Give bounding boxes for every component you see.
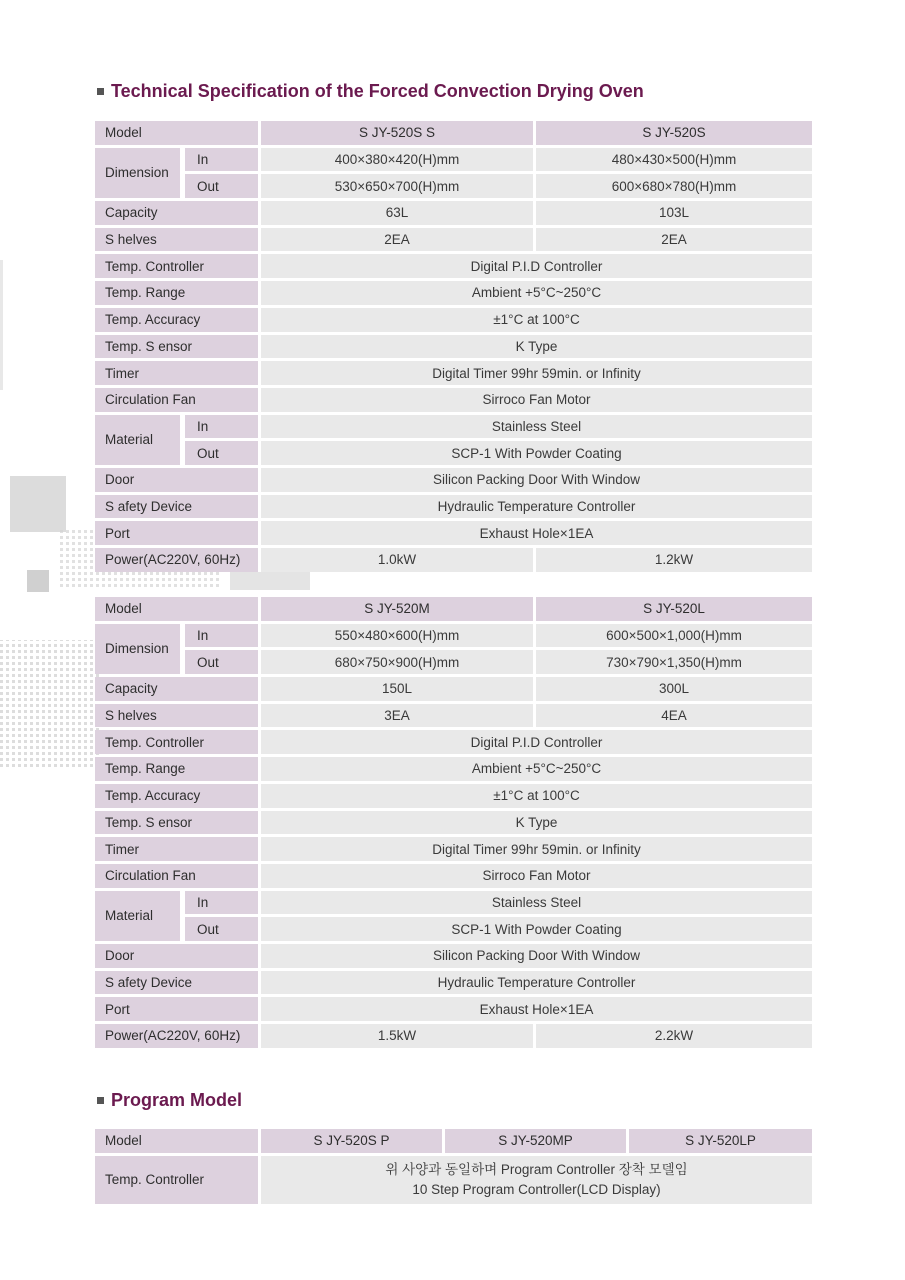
table-cell: SCP-1 With Powder Coating	[261, 441, 812, 465]
row-label: Model	[95, 121, 261, 145]
table-cell: 400×380×420(H)mm	[261, 148, 536, 172]
row-label: Dimension	[95, 148, 183, 198]
row-label: S afety Device	[95, 971, 261, 995]
row-sublabel: In	[183, 148, 261, 172]
table-cell: Exhaust Hole×1EA	[261, 521, 812, 545]
table-row	[95, 308, 812, 332]
row-label: Temp. S ensor	[95, 811, 261, 835]
row-label: Port	[95, 521, 261, 545]
row-label: Dimension	[95, 624, 183, 674]
row-label: Material	[95, 415, 183, 465]
spec-table-2	[95, 594, 812, 1051]
row-label: Temp. Accuracy	[95, 308, 261, 332]
table-cell: 600×680×780(H)mm	[536, 174, 812, 198]
table-row	[95, 624, 812, 648]
table-cell: 3EA	[261, 704, 536, 728]
table-row	[95, 757, 812, 781]
model-header: S JY-520S	[536, 121, 812, 145]
table-row	[95, 415, 812, 439]
table-row	[95, 917, 812, 941]
program-title: Program Model	[97, 1090, 242, 1111]
table-row	[95, 281, 812, 305]
table-cell	[261, 1156, 812, 1204]
model-header: S JY-520S S	[261, 121, 536, 145]
table-row	[95, 730, 812, 754]
model-header: S JY-520LP	[629, 1129, 812, 1153]
table-cell: ±1°C at 100°C	[261, 784, 812, 808]
row-label: Door	[95, 468, 261, 492]
table-cell: Digital Timer 99hr 59min. or Infinity	[261, 361, 812, 385]
table-row	[95, 388, 812, 412]
table-row	[95, 361, 812, 385]
table-row	[95, 891, 812, 915]
row-label: Capacity	[95, 677, 261, 701]
table-row	[95, 548, 812, 572]
table-row	[95, 597, 812, 621]
row-label: Circulation Fan	[95, 864, 261, 888]
table-row	[95, 148, 812, 172]
table-row	[95, 1129, 812, 1153]
table-cell: 530×650×700(H)mm	[261, 174, 536, 198]
table-cell: 730×790×1,350(H)mm	[536, 650, 812, 674]
table-cell: K Type	[261, 335, 812, 359]
table-row	[95, 468, 812, 492]
row-label: Port	[95, 997, 261, 1021]
table-cell: 550×480×600(H)mm	[261, 624, 536, 648]
table-row	[95, 997, 812, 1021]
table-row	[95, 228, 812, 252]
row-label: Temp. Controller	[95, 254, 261, 278]
table-row	[95, 201, 812, 225]
table-cell: Silicon Packing Door With Window	[261, 468, 812, 492]
table-cell: 480×430×500(H)mm	[536, 148, 812, 172]
table-cell: 300L	[536, 677, 812, 701]
table-cell: Ambient +5°C~250°C	[261, 281, 812, 305]
row-label: Temp. Controller	[95, 730, 261, 754]
table-cell: 1.0kW	[261, 548, 536, 572]
table-cell: Sirroco Fan Motor	[261, 864, 812, 888]
row-label: Circulation Fan	[95, 388, 261, 412]
spec-table-1	[95, 118, 812, 575]
program-note-line: 10 Step Program Controller(LCD Display)	[412, 1181, 661, 1197]
table-cell: 600×500×1,000(H)mm	[536, 624, 812, 648]
row-label: Capacity	[95, 201, 261, 225]
table-row	[95, 1024, 812, 1048]
table-row	[95, 784, 812, 808]
table-row	[95, 650, 812, 674]
table-row	[95, 864, 812, 888]
row-sublabel: Out	[183, 650, 261, 674]
row-sublabel: In	[183, 415, 261, 439]
row-label: Power(AC220V, 60Hz)	[95, 548, 261, 572]
row-label: Temp. Range	[95, 281, 261, 305]
table-row	[95, 944, 812, 968]
table-cell: K Type	[261, 811, 812, 835]
row-sublabel: In	[183, 891, 261, 915]
table-cell: Digital Timer 99hr 59min. or Infinity	[261, 837, 812, 861]
row-label: Timer	[95, 837, 261, 861]
table-cell: SCP-1 With Powder Coating	[261, 917, 812, 941]
row-label: Model	[95, 1129, 261, 1153]
row-label: Temp. Controller	[95, 1156, 261, 1204]
table-row	[95, 677, 812, 701]
table-cell: Silicon Packing Door With Window	[261, 944, 812, 968]
table-cell: ±1°C at 100°C	[261, 308, 812, 332]
program-note-line: 위 사양과 동일하며 Program Controller 장착 모델임	[385, 1161, 688, 1177]
table-row	[95, 495, 812, 519]
row-label: Temp. S ensor	[95, 335, 261, 359]
table-cell: 2EA	[261, 228, 536, 252]
table-row	[95, 971, 812, 995]
table-row	[95, 811, 812, 835]
table-row	[95, 121, 812, 145]
table-cell: Sirroco Fan Motor	[261, 388, 812, 412]
table-cell: Stainless Steel	[261, 891, 812, 915]
bullet-icon	[97, 88, 104, 95]
table-cell: 2EA	[536, 228, 812, 252]
table-cell: 150L	[261, 677, 536, 701]
table-cell: 2.2kW	[536, 1024, 812, 1048]
row-label: Model	[95, 597, 261, 621]
row-label: S afety Device	[95, 495, 261, 519]
table-row	[95, 254, 812, 278]
table-row	[95, 837, 812, 861]
table-cell: Digital P.I.D Controller	[261, 254, 812, 278]
row-label: Temp. Accuracy	[95, 784, 261, 808]
table-cell: Ambient +5°C~250°C	[261, 757, 812, 781]
row-label: Timer	[95, 361, 261, 385]
table-cell: 63L	[261, 201, 536, 225]
row-label: S helves	[95, 228, 261, 252]
row-label: Material	[95, 891, 183, 941]
table-row	[95, 521, 812, 545]
table-row	[95, 704, 812, 728]
table-row	[95, 335, 812, 359]
table-cell: Exhaust Hole×1EA	[261, 997, 812, 1021]
table-cell: Stainless Steel	[261, 415, 812, 439]
row-sublabel: Out	[183, 917, 261, 941]
row-label: Temp. Range	[95, 757, 261, 781]
model-header: S JY-520L	[536, 597, 812, 621]
model-header: S JY-520M	[261, 597, 536, 621]
row-sublabel: In	[183, 624, 261, 648]
table-cell: 4EA	[536, 704, 812, 728]
model-header: S JY-520S P	[261, 1129, 445, 1153]
table-row	[95, 1156, 812, 1204]
row-sublabel: Out	[183, 174, 261, 198]
row-label: S helves	[95, 704, 261, 728]
table-cell: Hydraulic Temperature Controller	[261, 495, 812, 519]
table-cell: 103L	[536, 201, 812, 225]
table-cell: 680×750×900(H)mm	[261, 650, 536, 674]
program-table	[95, 1126, 812, 1207]
bullet-icon	[97, 1097, 104, 1104]
table-cell: 1.2kW	[536, 548, 812, 572]
table-row	[95, 174, 812, 198]
model-header: S JY-520MP	[445, 1129, 629, 1153]
table-cell: Hydraulic Temperature Controller	[261, 971, 812, 995]
row-label: Door	[95, 944, 261, 968]
table-cell: 1.5kW	[261, 1024, 536, 1048]
row-sublabel: Out	[183, 441, 261, 465]
table-row	[95, 441, 812, 465]
spec-title: Technical Specification of the Forced Convection Drying Oven	[97, 81, 644, 102]
table-cell: Digital P.I.D Controller	[261, 730, 812, 754]
row-label: Power(AC220V, 60Hz)	[95, 1024, 261, 1048]
